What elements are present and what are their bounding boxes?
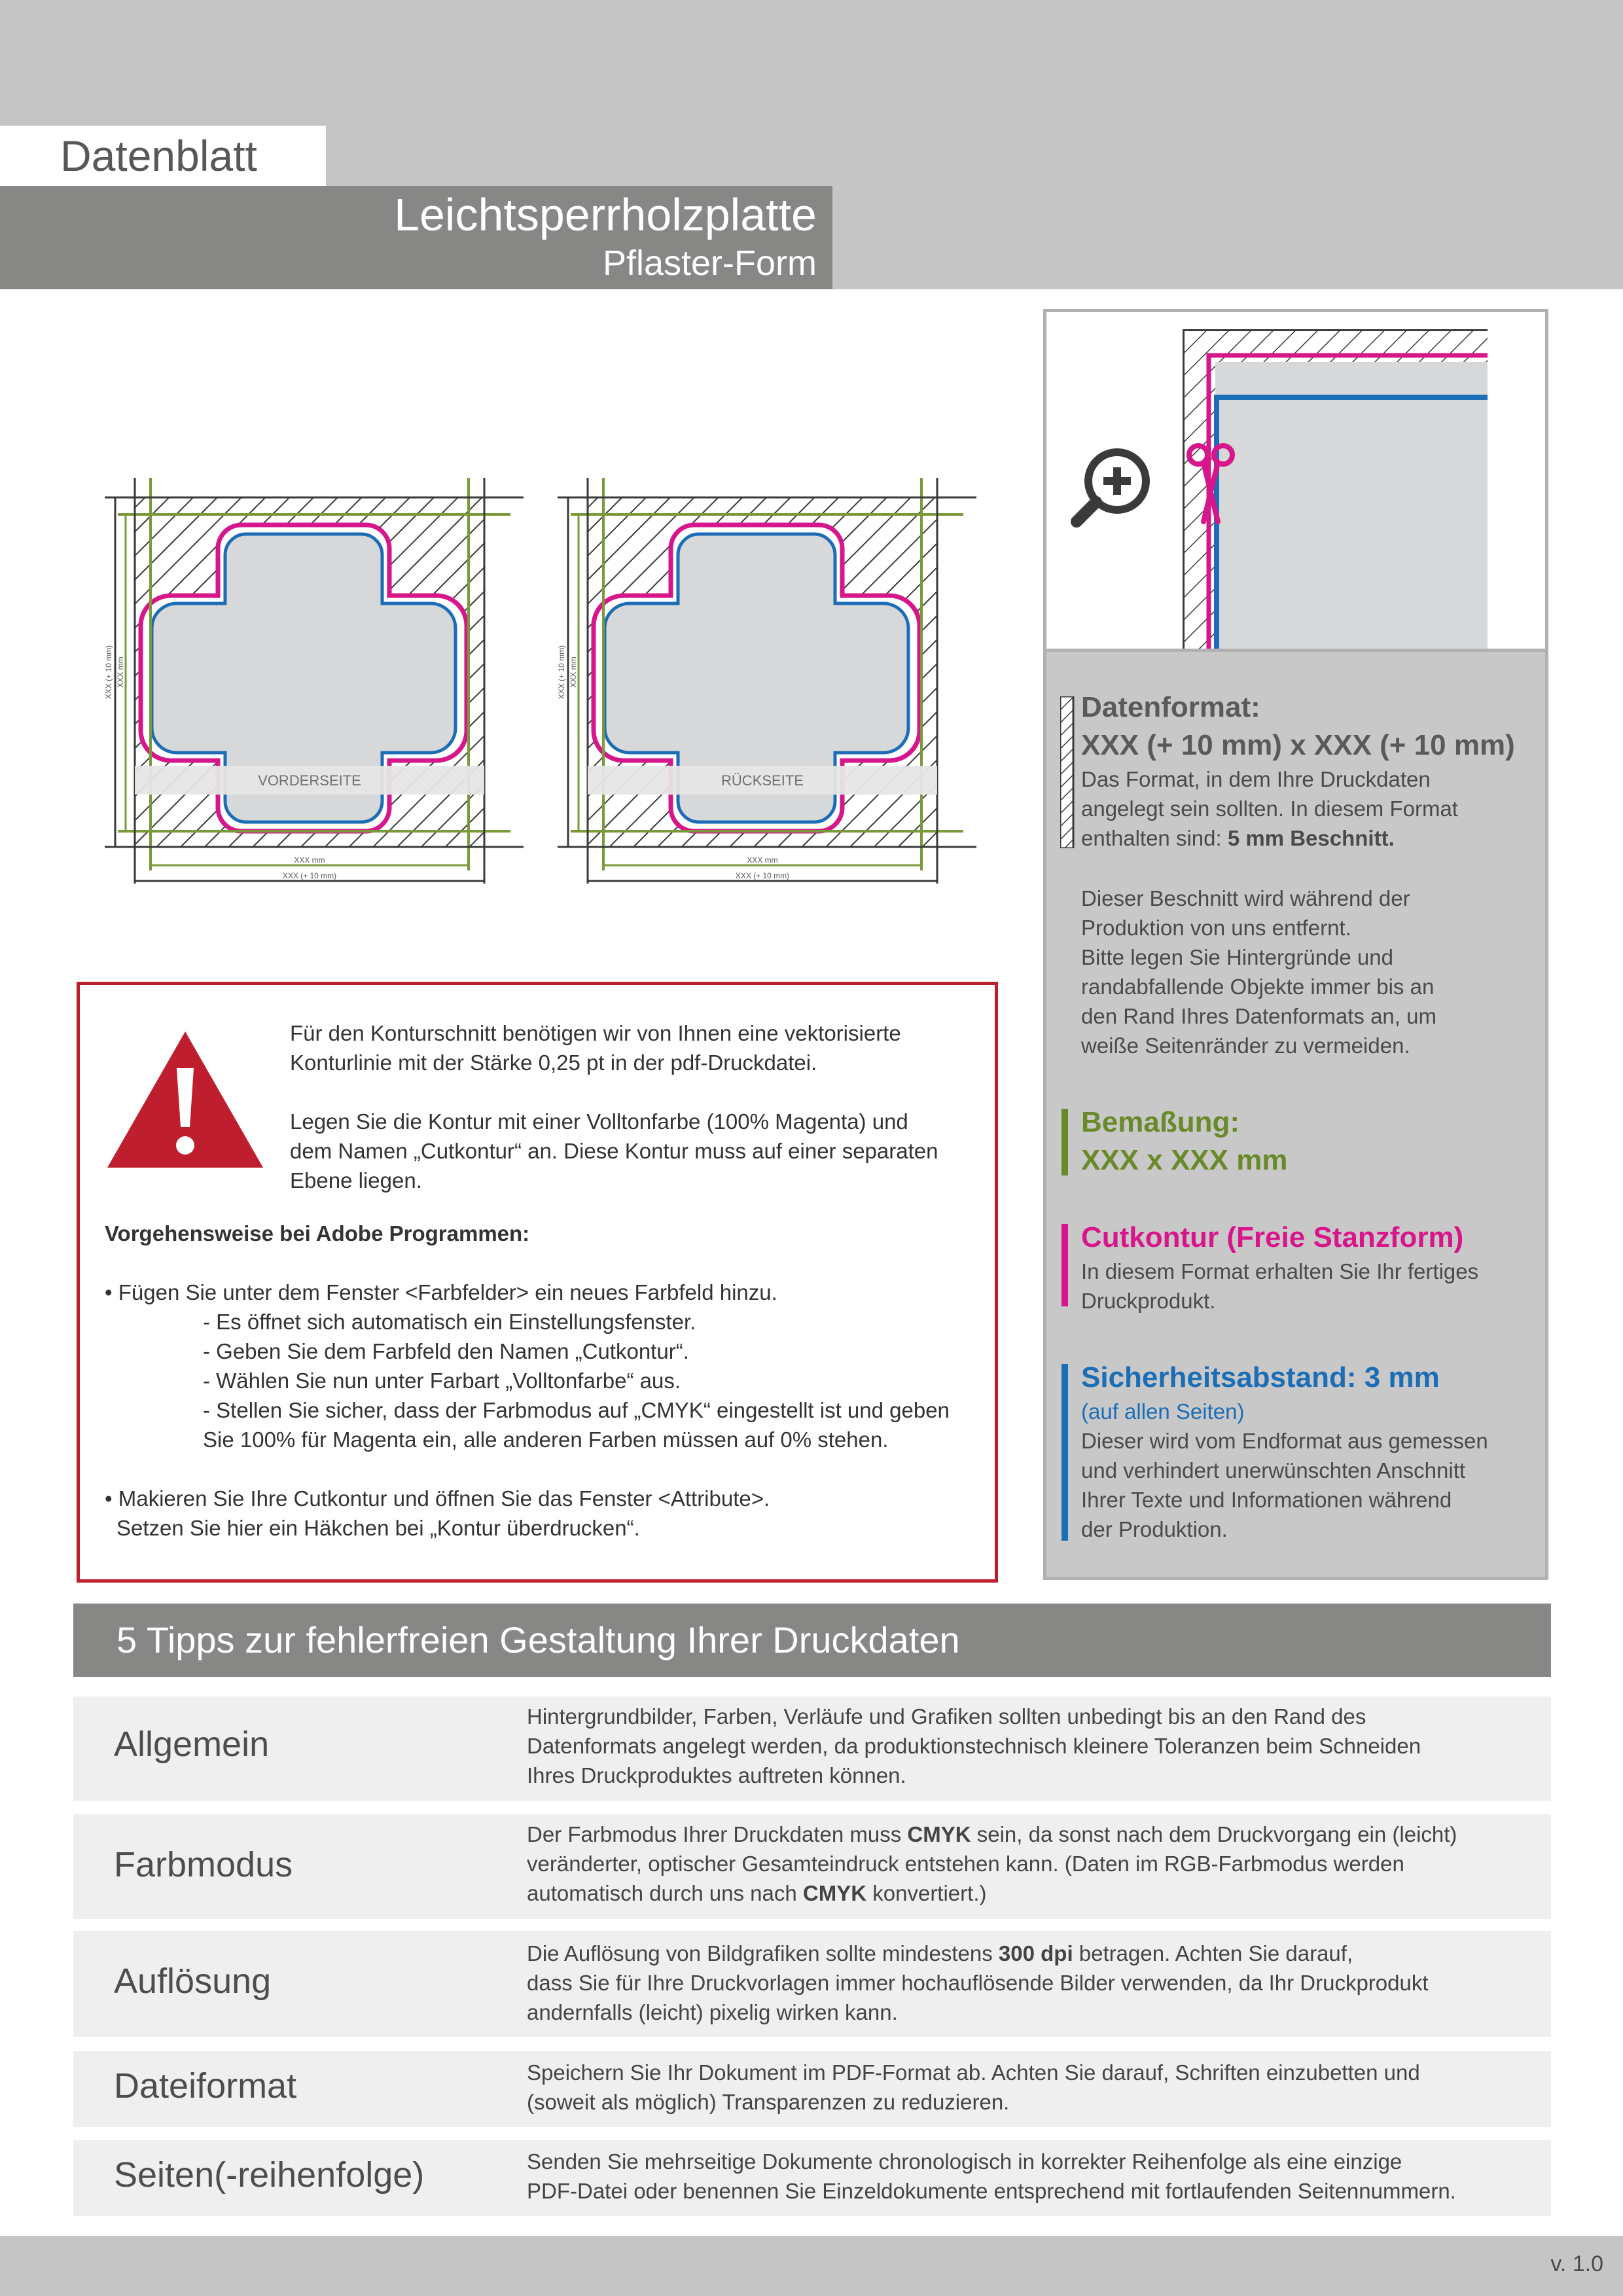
version-label: v. 1.0: [1550, 2251, 1603, 2276]
back-dim-outer: XXX (+ 10 mm): [735, 871, 790, 880]
cutkontur-section: [1081, 1219, 1533, 1316]
warning-line: Ebene liegen.: [290, 1168, 422, 1193]
tip-text: Senden Sie mehrseitige Dokumente chronologisch in korrekter Reihenfolge als eine einzige PDF-Datei oder benennen Sie Einzeldokumente entsprechend mit fortlaufenden Seitennummern.: [527, 2149, 1456, 2203]
warning-intro: [290, 1018, 938, 1195]
bemassung-marker: [1061, 1109, 1068, 1175]
beschnitt-section: [1081, 884, 1533, 1060]
back-dim-vertical-outer: XXX (+ 10 mm): [557, 645, 566, 700]
datenformat-marker: [1060, 696, 1075, 848]
doc-type-label: Datenblatt: [60, 132, 257, 180]
cutkontur-line: In diesem Format erhalten Sie Ihr fertiges: [1081, 1259, 1479, 1283]
warning-substep: - Geben Sie dem Farbfeld den Namen „Cutkontur“.: [203, 1339, 689, 1363]
warning-substep: Sie 100% für Magenta ein, alle anderen Farben müssen auf 0% stehen.: [203, 1427, 889, 1452]
beschnitt-line: Dieser Beschnitt wird während der: [1081, 886, 1410, 910]
front-dim-inner: XXX mm: [294, 855, 325, 865]
tip-label: Auflösung: [114, 1962, 272, 2001]
back-label: RÜCKSEITE: [721, 772, 804, 789]
warning-line: dem Namen „Cutkontur“ an. Diese Kontur muss auf einer separaten: [290, 1139, 938, 1163]
warning-bullet: • Makieren Sie Ihre Cutkontur und öffnen Sie das Fenster <Attribute>.: [105, 1486, 770, 1511]
tip-row-allgemein: [73, 1696, 1551, 1801]
tip-row-farbmodus: [73, 1814, 1551, 1919]
sicherheit-section: [1081, 1359, 1533, 1544]
warning-heading: Vorgehensweise bei Adobe Programmen:: [105, 1221, 530, 1246]
datenformat-line: Das Format, in dem Ihre Druckdaten: [1081, 767, 1431, 791]
bemassung-section: [1081, 1103, 1533, 1179]
cutkontur-line: Druckprodukt.: [1081, 1289, 1216, 1313]
tip-text: Der Farbmodus Ihrer Druckdaten muss CMYK sein, da sonst nach dem Druckvorgang ein (leicht) veränderter, optischer Gesamteindruck entstehen kann. (Daten im RGB-Farbmodus werden automatisch durch uns nach CMYK konvertiert.): [527, 1822, 1457, 1905]
beschnitt-line: Bitte legen Sie Hintergründe und: [1081, 945, 1393, 969]
page-subtitle: Pflaster-Form: [602, 243, 817, 283]
back-dim-vertical-inner: XXX mm: [569, 656, 578, 688]
warning-substep: - Wählen Sie nun unter Farbart „Volltonfarbe“ aus.: [203, 1369, 681, 1393]
zoom-detail-graphic: [1046, 312, 1545, 649]
warning-bullet: • Fügen Sie unter dem Fenster <Farbfelder> ein neues Farbfeld hinzu.: [105, 1280, 777, 1304]
tip-text: Hintergrundbilder, Farben, Verläufe und Grafiken sollten unbedingt bis an den Rand des Datenformats angelegt werden, da produktionstechnisch kleinere Toleranzen beim Schneiden Ihres Druckproduktes auftreten können.: [527, 1704, 1421, 1787]
tip-label: Allgemein: [114, 1725, 270, 1764]
warning-icon: [105, 1029, 266, 1170]
tips-title: 5 Tipps zur fehlerfreien Gestaltung Ihrer Druckdaten: [116, 1619, 960, 1660]
warning-bullet-cont: Setzen Sie hier ein Häkchen bei „Kontur überdrucken“.: [116, 1516, 640, 1540]
sicherheit-line: Ihrer Texte und Informationen während: [1081, 1488, 1452, 1512]
datenformat-section: [1081, 689, 1533, 853]
datenformat-line: enthalten sind: 5 mm Beschnitt.: [1081, 826, 1395, 850]
tip-row-dateiformat: [73, 2051, 1551, 2127]
tip-row-aufloesung: [73, 1931, 1551, 2037]
tip-text: Die Auflösung von Bildgrafiken sollte mindestens 300 dpi betragen. Achten Sie darauf, dass Sie für Ihre Druckvorlagen immer hochauflösende Bilder verwenden, da Ihr Druckprodukt andernfalls (leicht) pixelig wirken kann.: [527, 1941, 1429, 2024]
cutkontur-title: Cutkontur (Freie Stanzform): [1081, 1221, 1464, 1253]
tip-label: Dateiformat: [114, 2066, 297, 2106]
zoom-in-icon: [1077, 452, 1146, 522]
back-dim-inner: XXX mm: [747, 855, 778, 865]
tip-label: Seiten(-reihenfolge): [114, 2155, 425, 2195]
warning-line: Für den Konturschnitt benötigen wir von Ihnen eine vektorisierte: [290, 1021, 901, 1045]
sicherheit-marker: [1061, 1364, 1068, 1541]
warning-steps: [105, 1219, 950, 1543]
front-dim-vertical-inner: XXX mm: [116, 656, 125, 688]
back-diagram: [557, 478, 976, 884]
sicherheit-title: Sicherheitsabstand: 3 mm: [1081, 1361, 1440, 1393]
beschnitt-line: den Rand Ihres Datenformats an, um: [1081, 1004, 1436, 1028]
beschnitt-line: weiße Seitenränder zu vermeiden.: [1081, 1033, 1410, 1058]
front-diagram: [104, 478, 524, 884]
bemassung-title: Bemaßung:: [1081, 1106, 1240, 1138]
front-dim-vertical-outer: XXX (+ 10 mm): [104, 645, 113, 700]
tip-row-seitenreihenfolge: [73, 2140, 1551, 2216]
bemassung-value: XXX x XXX mm: [1081, 1144, 1288, 1176]
sicherheit-line: der Produktion.: [1081, 1517, 1228, 1541]
page-title: Leichtsperrholzplatte: [394, 189, 817, 240]
warning-line: Legen Sie die Kontur mit einer Volltonfarbe (100% Magenta) und: [290, 1109, 908, 1134]
beschnitt-line: Produktion von uns entfernt.: [1081, 916, 1351, 940]
warning-substep: - Stellen Sie sicher, dass der Farbmodus auf „CMYK“ eingestellt ist und geben: [203, 1398, 950, 1422]
sicherheit-line: und verhindert unerwünschten Anschnitt: [1081, 1458, 1466, 1482]
front-label: VORDERSEITE: [258, 772, 361, 789]
front-dim-outer: XXX (+ 10 mm): [282, 871, 337, 880]
warning-substep: - Es öffnet sich automatisch ein Einstellungsfenster.: [203, 1310, 696, 1334]
warning-line: Konturlinie mit der Stärke 0,25 pt in der pdf-Druckdatei.: [290, 1050, 817, 1075]
sicherheit-subtitle: (auf allen Seiten): [1081, 1399, 1245, 1424]
sicherheit-line: Dieser wird vom Endformat aus gemessen: [1081, 1429, 1488, 1453]
shape-diagrams: [92, 458, 995, 890]
datenformat-line: angelegt sein sollten. In diesem Format: [1081, 797, 1458, 821]
tip-label: Farbmodus: [114, 1845, 293, 1884]
footer-band: [0, 2236, 1623, 2296]
tip-text: Speichern Sie Ihr Dokument im PDF-Format ab. Achten Sie darauf, Schriften einzubetten und (soweit als möglich) Transparenzen zu reduzieren.: [527, 2060, 1420, 2114]
datenformat-title: Datenformat:: [1081, 691, 1260, 723]
datenformat-size: XXX (+ 10 mm) x XXX (+ 10 mm): [1081, 729, 1515, 761]
beschnitt-line: randabfallende Objekte immer bis an: [1081, 975, 1435, 999]
cutkontur-marker: [1061, 1224, 1068, 1306]
